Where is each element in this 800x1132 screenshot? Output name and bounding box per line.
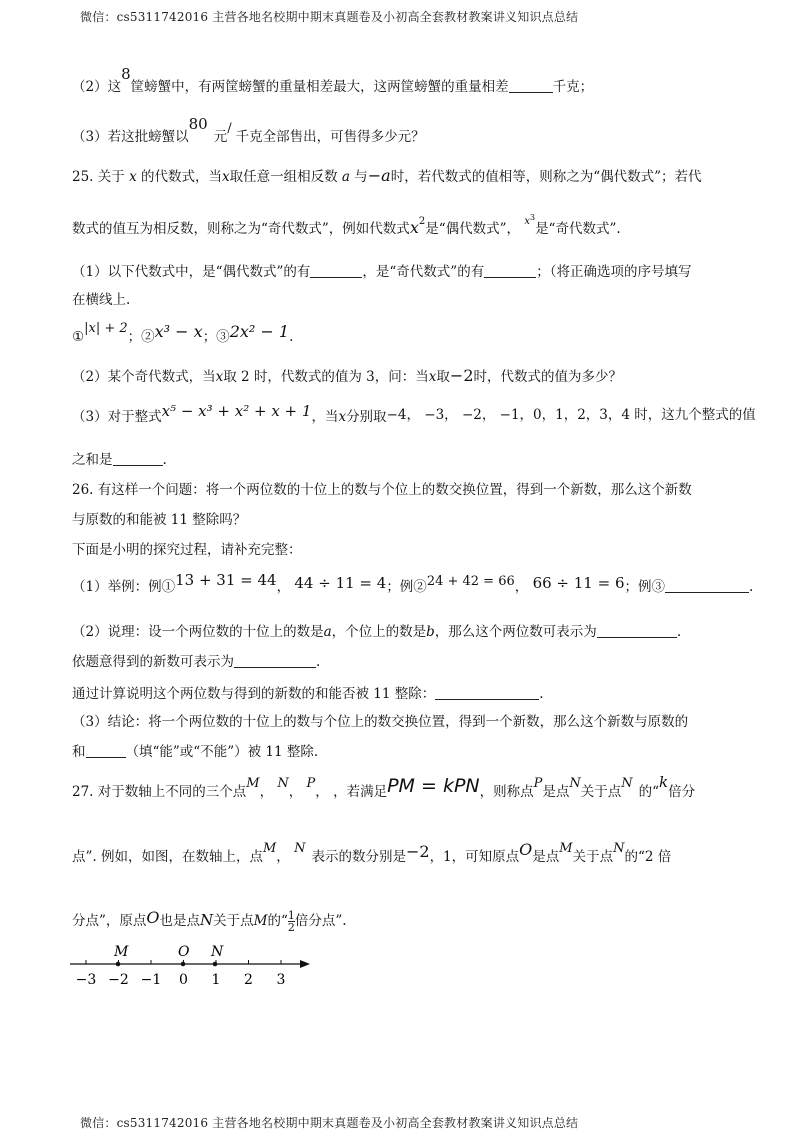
axis-tick-label: 3 xyxy=(276,972,286,988)
axis-tick-label: 0 xyxy=(179,972,188,988)
point-N xyxy=(213,962,218,967)
q26-part3: （3）结论：将一个两位数的十位上的数与个位上的数交换位置，得到一个新数，那么这个新数与原数的 xyxy=(72,714,689,730)
axis-tick-label: −3 xyxy=(75,972,97,988)
q26-original-blank[interactable] xyxy=(597,623,677,638)
q26-part1: （1）举例：例①13 + 31 = 44， 44 ÷ 11 = 4；例②24 + 42 = 66， 66 ÷ 11 = 6；例③ . xyxy=(72,571,754,595)
q25-part2: （2）某个奇代数式，当x取 2 时，代数式的值为 3，问：当x取−2时，代数式的值为多少？ xyxy=(72,366,622,385)
q25-part3-cont: 之和是 . xyxy=(72,452,167,468)
axis-tick-label: −1 xyxy=(140,972,162,988)
point-M xyxy=(116,962,121,967)
q26-stem-line2: 与原数的和能被 11 整除吗？ xyxy=(72,512,247,528)
q25-stem-line1: 25. 关于 x 的代数式，当x取任意一组相反数 a 与−a时，若代数式的值相等，则称之为“偶代数式”；若代 xyxy=(72,166,702,185)
q24-part2: （2）这8筐螃蟹中，有两筐螃蟹的重量相差最大，这两筐螃蟹的重量相差 千克； xyxy=(72,65,594,95)
q27-stem-line1: 27. 对于数轴上不同的三个点M， N， P， ，若满足PM = kPN，则称点P是点N关于点N的“k倍分 xyxy=(72,773,696,800)
q24-blank[interactable] xyxy=(509,78,553,93)
q25-part1: （1）以下代数式中，是“偶代数式”的有 ，是“奇代数式”的有 ；（将正确选项的序号填写 xyxy=(72,264,692,280)
q24-part3: （3）若这批螃蟹以80元/千克全部售出，可售得多少元？ xyxy=(72,115,425,145)
q25-part3: （3）对于整式x⁵ − x³ + x² + x + 1，当x分别取−4， −3， −2， −1，0，1，2，3，4 时，这九个整式的值 xyxy=(72,402,756,425)
q26-part3-cont: 和 （填“能”或“不能”）被 11 整除. xyxy=(72,744,319,760)
q25-stem-line2: 数式的值互为相反数，则称之为“奇代数式”，例如代数式$x^2$是“偶代数式”， $^{x3}$是“奇代数式”. xyxy=(72,213,621,237)
q27-stem-line3: 分点”，原点O也是点N关于点M的“ $\frac{1}{2}$ 倍分点”. xyxy=(72,908,347,934)
q25-odd-blank[interactable] xyxy=(484,263,536,278)
q26-conclusion-blank[interactable] xyxy=(86,743,126,758)
label-N: N xyxy=(211,944,224,960)
q25-part1-cont: 在横线上. xyxy=(72,292,131,308)
q25-options: ①|x| + 2；②x³ − x；③2x² − 1. xyxy=(72,321,294,345)
q26-stem-line3: 下面是小明的探究过程，请补充完整： xyxy=(72,542,302,558)
q26-stem-line1: 26. 有这样一个问题：将一个两位数的十位上的数与个位上的数交换位置，得到一个新数，那么这个新数 xyxy=(72,482,692,498)
page-header: 微信：cs5311742016 主营各地名校期中期末真题卷及小初高全套教材教案讲义知识点总结 xyxy=(80,10,579,24)
page-footer: 微信：cs5311742016 主营各地名校期中期末真题卷及小初高全套教材教案讲义知识点总结 xyxy=(80,1116,579,1130)
q26-calc: 通过计算说明这个两位数与得到的新数的和能否被 11 整除： . xyxy=(72,686,544,702)
label-O: O xyxy=(178,944,190,960)
axis-tick-label: −2 xyxy=(108,972,129,988)
label-M: M xyxy=(114,944,129,960)
number-line-figure xyxy=(64,940,324,996)
q26-new-blank[interactable] xyxy=(234,653,316,668)
axis-tick-label: 1 xyxy=(211,972,221,988)
axis-tick-label: 2 xyxy=(244,972,253,988)
q26-example3-blank[interactable] xyxy=(665,578,749,593)
point-O xyxy=(181,962,186,967)
axis-arrow xyxy=(300,960,310,968)
q26-calc-blank[interactable] xyxy=(435,685,539,700)
q25-sum-blank[interactable] xyxy=(113,451,163,466)
q25-even-blank[interactable] xyxy=(310,263,362,278)
q27-stem-line2: 点”. 例如，如图，在数轴上，点M， N表示的数分别是−2，1，可知原点O是点M关于点N的“2 倍 xyxy=(72,840,672,865)
q26-new-number: 依题意得到的新数可表示为 . xyxy=(72,654,321,670)
half-fraction: $\frac{1}{2}$ xyxy=(287,909,295,934)
q26-part2: （2）说理：设一个两位数的十位上的数是a，个位上的数是b，那么这个两位数可表示为 . xyxy=(72,624,682,640)
